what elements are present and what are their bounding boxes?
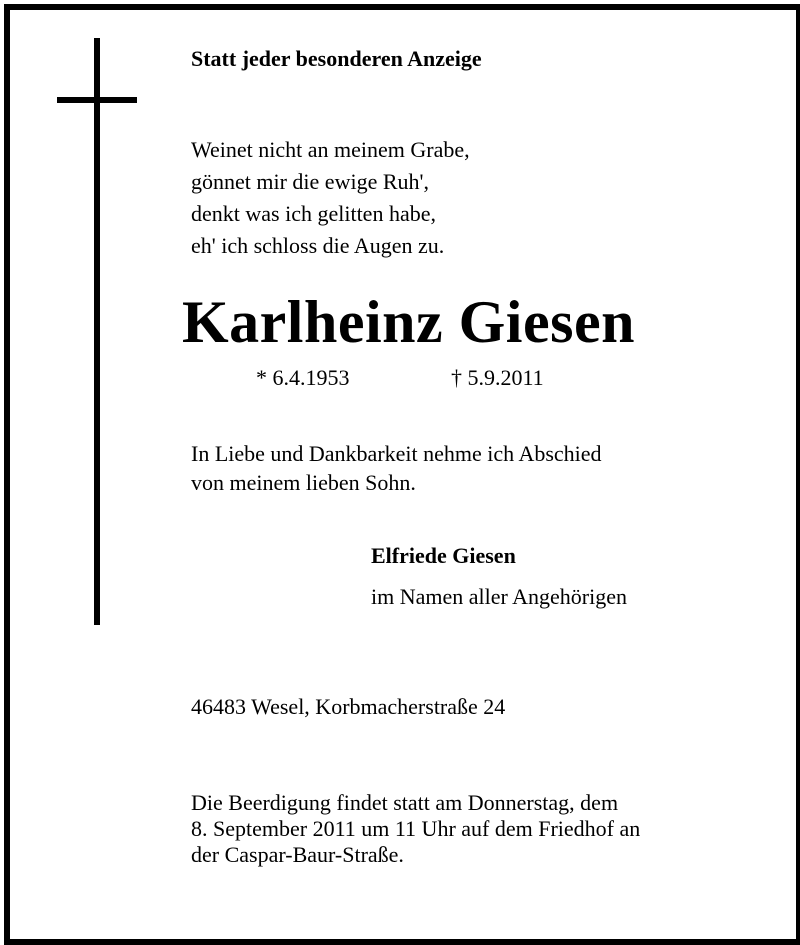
- cross-vertical-beam: [94, 38, 100, 625]
- funeral-details: [191, 790, 640, 868]
- address: 46483 Wesel, Korbmacherstraße 24: [191, 694, 506, 719]
- funeral-line: der Caspar-Baur-Straße.: [191, 842, 404, 867]
- birth-date: * 6.4.1953: [256, 365, 350, 390]
- poem: [191, 134, 470, 262]
- farewell-message: [191, 439, 602, 497]
- funeral-line: Die Beerdigung findet statt am Donnerstag, dem: [191, 790, 619, 815]
- poem-line: eh' ich schloss die Augen zu.: [191, 233, 445, 258]
- farewell-line: von meinem lieben Sohn.: [191, 470, 416, 495]
- signer-note: im Namen aller Angehörigen: [371, 584, 627, 609]
- death-date: † 5.9.2011: [451, 365, 544, 390]
- notice-header: Statt jeder besonderen Anzeige: [191, 46, 482, 71]
- signer-name: Elfriede Giesen: [371, 543, 516, 568]
- poem-line: gönnet mir die ewige Ruh',: [191, 169, 429, 194]
- deceased-name: Karlheinz Giesen: [182, 289, 635, 355]
- poem-line: denkt was ich gelitten habe,: [191, 201, 436, 226]
- cross-horizontal-beam: [57, 97, 137, 103]
- farewell-line: In Liebe und Dankbarkeit nehme ich Abschied: [191, 441, 602, 466]
- funeral-line: 8. September 2011 um 11 Uhr auf dem Friedhof an: [191, 816, 641, 841]
- poem-line: Weinet nicht an meinem Grabe,: [191, 137, 470, 162]
